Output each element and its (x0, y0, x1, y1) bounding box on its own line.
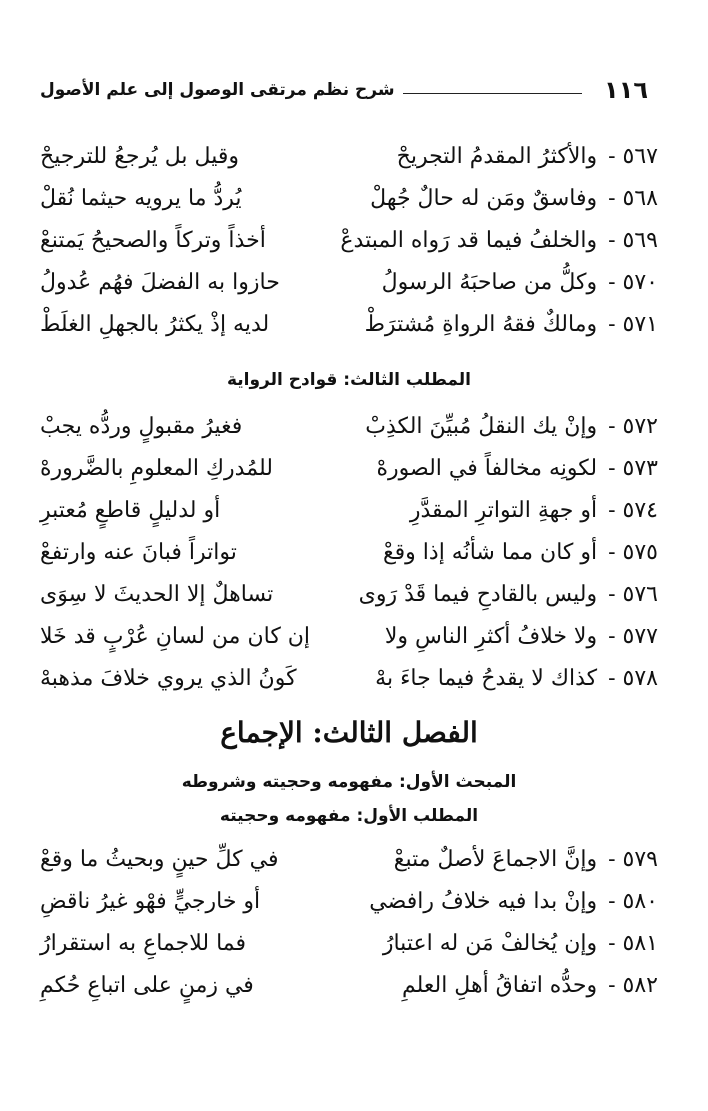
verse-line (40, 615, 658, 657)
verse-line (40, 261, 658, 303)
verse-number: ٥٦٨ - (608, 185, 658, 211)
verse-line (40, 573, 658, 615)
verse-group-2 (40, 405, 658, 699)
verse-number: ٥٦٩ - (608, 227, 658, 253)
verse-second-hemistich: كَونُ الذي يروي خلافَ مذهبهْ (40, 665, 297, 691)
verse-second-hemistich: أو خارجيٍّ فهْو غيرُ ناقضِ (40, 888, 261, 914)
verse-first-hemistich: ٥٨١ - وإن يُخالفْ مَن له اعتبارُ (382, 930, 658, 956)
verse-second-hemistich: أو لدليلٍ قاطعٍ مُعتبرِ (40, 497, 221, 523)
page-number: ١١٦ (604, 76, 648, 104)
verse-line (40, 489, 658, 531)
verse-number: ٥٧٧ - (608, 623, 658, 649)
verse-second-hemistich: للمُدركِ المعلومِ بالضَّرورهْ (40, 455, 273, 481)
verse-first-hemistich: ٥٧٦ - وليس بالقادحِ فيما قَدْ رَوى (358, 581, 658, 607)
verse-number: ٥٧٦ - (608, 581, 658, 607)
verse-second-hemistich: وقيل بل يُرجعُ للترجيحْ (40, 143, 239, 169)
verse-line (40, 447, 658, 489)
running-title: شرح نظم مرتقى الوصول إلى علم الأصول (40, 80, 395, 100)
verse-line (40, 838, 658, 880)
page-header (40, 70, 648, 110)
verse-number: ٥٧٥ - (608, 539, 658, 565)
verse-first-hemistich: ٥٧٩ - وإنَّ الاجماعَ لأصلٌ متبعْ (393, 846, 658, 872)
verse-line (40, 135, 658, 177)
verse-number: ٥٧٣ - (608, 455, 658, 481)
verse-first-hemistich: ٥٧٧ - ولا خلافُ أكثرِ الناسِ ولا (384, 623, 658, 649)
verse-line (40, 405, 658, 447)
verse-first-hemistich: ٥٧٥ - أو كان مما شأنُه إذا وقعْ (382, 539, 658, 565)
verse-number: ٥٧٤ - (608, 497, 658, 523)
verse-number: ٥٧٨ - (608, 665, 658, 691)
verse-first-hemistich: ٥٧٤ - أو جهةِ التواترِ المقدَّرِ (409, 497, 658, 523)
verse-second-hemistich: يُردُّ ما يرويه حيثما نُقلْ (40, 185, 242, 211)
verse-line (40, 219, 658, 261)
verse-line (40, 964, 658, 1006)
verse-first-hemistich: ٥٧٨ - كذاك لا يقدحُ فيما جاءَ بهْ (375, 665, 658, 691)
verse-second-hemistich: تواتراً فبانَ عنه وارتفعْ (40, 539, 237, 565)
verse-number: ٥٧٠ - (608, 269, 658, 295)
verse-first-hemistich: ٥٧٢ - وإنْ يك النقلُ مُبيِّنَ الكذِبْ (365, 413, 658, 439)
verse-number: ٥٧٢ - (608, 413, 658, 439)
verse-second-hemistich: في زمنٍ على اتباعِ حُكمِ (40, 972, 254, 998)
verse-first-hemistich: ٥٧٠ - وكلُّ من صاحبَهُ الرسولُ (381, 269, 658, 295)
verse-second-hemistich: لديه إذْ يكثرُ بالجهلِ الغلَطْ (40, 311, 270, 337)
verse-first-hemistich: ٥٦٨ - وفاسقٌ ومَن له حالٌ جُهلْ (370, 185, 658, 211)
verse-line (40, 880, 658, 922)
verse-first-hemistich: ٥٦٧ - والأكثرُ المقدمُ التجريحْ (396, 143, 658, 169)
verse-group-3 (40, 838, 658, 1006)
verse-second-hemistich: فما للاجماعِ به استقرارُ (40, 930, 247, 956)
verse-second-hemistich: تساهلٌ إلا الحديثَ لا سِوَى (40, 581, 274, 607)
verse-number: ٥٨٠ - (608, 888, 658, 914)
subsection-heading: المطلب الأول: مفهومه وحجيته (219, 806, 479, 826)
verse-number: ٥٦٧ - (608, 143, 658, 169)
verse-first-hemistich: ٥٨٢ - وحدُّه اتفاقُ أهلِ العلمِ (401, 972, 658, 998)
verse-line (40, 177, 658, 219)
verse-line (40, 303, 658, 345)
header-rule (403, 93, 582, 94)
verse-first-hemistich: ٥٦٩ - والخلفُ فيما قد رَواه المبتدعْ (340, 227, 658, 253)
verse-group-1 (40, 135, 658, 345)
section-heading: المبحث الأول: مفهومه وحجيته وشروطه (181, 772, 517, 792)
verse-first-hemistich: ٥٧١ - ومالكٌ فقهُ الرواةِ مُشترَطْ (364, 311, 658, 337)
verse-line (40, 531, 658, 573)
verse-second-hemistich: إن كان من لسانِ عُرْبٍ قد خَلا (40, 623, 311, 649)
verse-line (40, 922, 658, 964)
verse-line (40, 657, 658, 699)
verse-first-hemistich: ٥٨٠ - وإنْ بدا فيه خلافُ رافضي (369, 888, 658, 914)
verse-second-hemistich: حازوا به الفضلَ فهُم عُدولُ (40, 269, 280, 295)
section-heading: المطلب الثالث: قوادح الرواية (226, 370, 472, 390)
verse-second-hemistich: فغيرُ مقبولٍ وردُّه يجبْ (40, 413, 243, 439)
verse-first-hemistich: ٥٧٣ - لكونِه مخالفاً في الصورهْ (376, 455, 658, 481)
verse-second-hemistich: أخذاً وتركاً والصحيحُ يَمتنعْ (40, 227, 266, 253)
verse-number: ٥٧١ - (608, 311, 658, 337)
verse-number: ٥٨١ - (608, 930, 658, 956)
chapter-title: الفصل الثالث: الإجماع (220, 716, 478, 749)
verse-number: ٥٨٢ - (608, 972, 658, 998)
verse-second-hemistich: في كلِّ حينٍ وبحيثُ ما وقعْ (40, 846, 279, 872)
verse-number: ٥٧٩ - (608, 846, 658, 872)
